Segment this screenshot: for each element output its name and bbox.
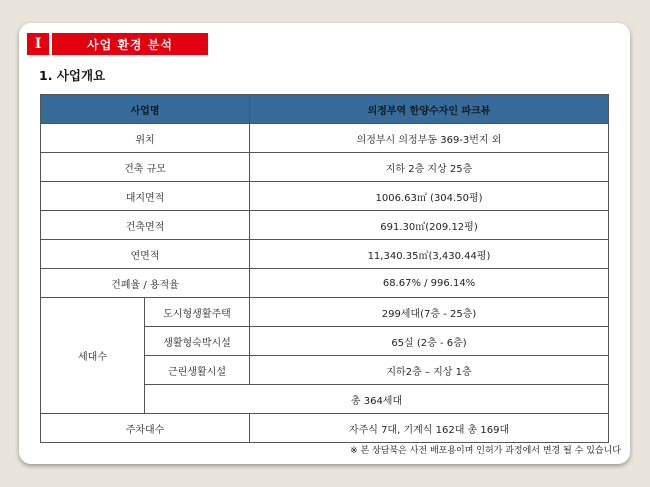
parking-value: 자주식 7대, 기계식 162대 총 169대 [250, 414, 609, 443]
table-row [41, 124, 609, 153]
header-value: 의정부역 한양수자인 파크뷰 [250, 95, 609, 124]
parking-label: 주차대수 [41, 414, 250, 443]
table-row [41, 153, 609, 182]
units-item-label: 도시형생활주택 [145, 298, 250, 327]
disclaimer-note: ※ 본 상담북은 사전 배포용이며 인허가 과정에서 변경 될 수 있습니다 [350, 446, 621, 456]
table-row [41, 211, 609, 240]
units-total: 총 364세대 [145, 385, 609, 414]
page-subtitle: 1. 사업개요 [39, 68, 106, 83]
table-row [41, 269, 609, 298]
row-value: 691.30㎡(209.12평) [250, 211, 609, 240]
row-value: 의정부시 의정부동 369-3번지 외 [250, 124, 609, 153]
table-row [41, 182, 609, 211]
row-label: 대지면적 [41, 182, 250, 211]
table-row [41, 298, 609, 327]
units-item-value: 지하2층 – 지상 1층 [250, 356, 609, 385]
row-value: 지하 2층 지상 25층 [250, 153, 609, 182]
row-value: 1006.63㎡ (304.50평) [250, 182, 609, 211]
row-value: 11,340.35㎡(3,430.44평) [250, 240, 609, 269]
row-label: 건축면적 [41, 211, 250, 240]
row-label: 건축 규모 [41, 153, 250, 182]
section-header [27, 33, 208, 55]
units-label: 세대수 [41, 298, 145, 414]
table-header-row [41, 95, 609, 124]
row-label: 연면적 [41, 240, 250, 269]
section-number: I [27, 33, 49, 55]
units-item-label: 생활형숙박시설 [145, 327, 250, 356]
row-label: 위치 [41, 124, 250, 153]
units-item-value: 65실 (2층 - 6층) [250, 327, 609, 356]
row-label: 건폐율 / 용적율 [41, 269, 250, 298]
units-item-value: 299세대(7층 - 25층) [250, 298, 609, 327]
table-row [41, 414, 609, 443]
project-overview-table [40, 94, 609, 443]
header-label: 사업명 [41, 95, 250, 124]
table-row [41, 240, 609, 269]
slide-card [19, 23, 630, 464]
units-item-label: 근린생활시설 [145, 356, 250, 385]
section-title: 사업 환경 분석 [52, 33, 208, 55]
row-value: 68.67% / 996.14% [250, 269, 609, 298]
